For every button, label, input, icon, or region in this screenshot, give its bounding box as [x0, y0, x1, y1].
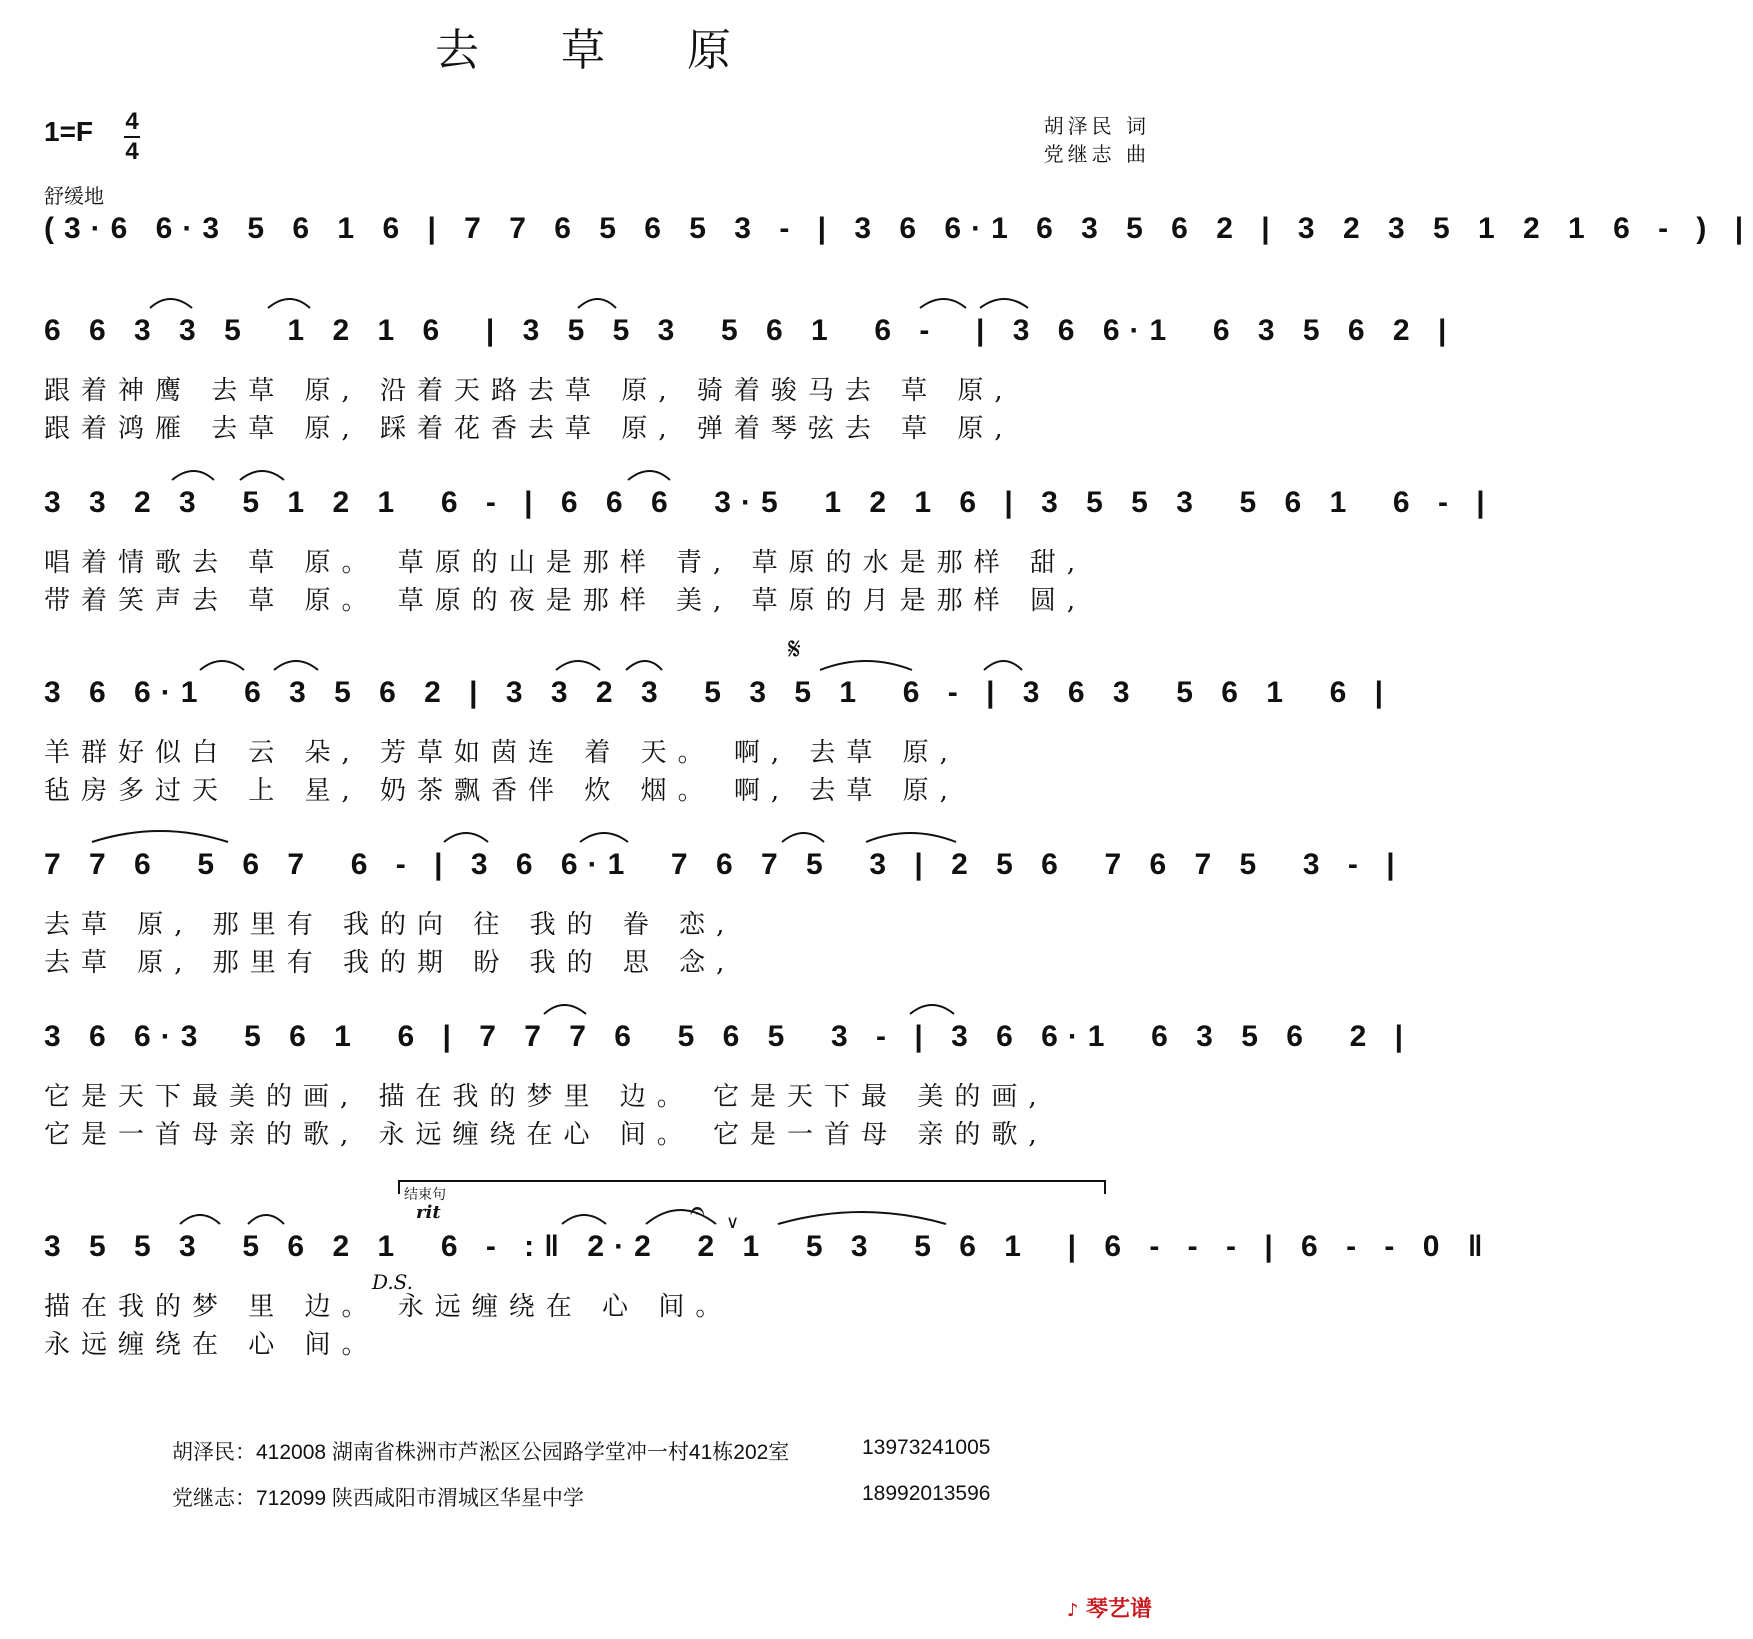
contact-phone: 18992013596	[862, 1482, 991, 1505]
slur	[172, 471, 214, 480]
page-title: 去 草 原	[435, 25, 765, 76]
notation-line: 3 6 6·3 5 6 1 6 | 7 7 7 6 5 6 5 3 - | 3 6 6·1 6 3 5 6 2 |	[44, 1020, 1413, 1053]
notation-line: 3 6 6·1 6 3 5 6 2 | 3 3 2 3 5 3 5 1 6 - | 3 6 3 5 6 1 6 |	[44, 676, 1393, 709]
lyric-verse-2: 永远缠绕在 心 间。	[44, 1330, 379, 1360]
slur	[544, 1005, 586, 1014]
slur	[562, 1215, 606, 1224]
logo-icon: ♪	[1066, 1600, 1079, 1621]
lyric-verse-2: 它是一首母亲的歌, 永远缠绕在心 间。 它是一首母 亲的歌,	[44, 1120, 1048, 1150]
breath-mark: ∨	[726, 1212, 740, 1233]
slur	[910, 1005, 954, 1014]
slur	[580, 833, 628, 842]
lyric-verse-1: 羊群好似白 云 朵, 芳草如茵连 着 天。 啊, 去草 原,	[44, 738, 959, 768]
slur	[200, 661, 244, 670]
slur	[646, 1210, 716, 1224]
slur	[782, 833, 824, 842]
ending-label: 结束句	[404, 1187, 446, 1203]
lyric-verse-2: 去草 原, 那里有 我的期 盼 我的 思 念,	[44, 948, 736, 978]
contact-address: 胡泽民：412008 湖南省株洲市芦淞区公园路学堂冲一村41栋202室	[172, 1441, 790, 1464]
notation-line: (3·6 6·3 5 6 1 6 | 7 7 6 5 6 5 3 - | 3 6 6·1 6 3 5 6 2 | 3 2 3 5 1 2 1 6 - ) |	[44, 212, 1753, 245]
rit-marking: rit	[416, 1202, 441, 1223]
lyric-verse-2: 带着笑声去 草 原。 草原的夜是那样 美, 草原的月是那样 圆,	[44, 586, 1087, 616]
slur	[820, 661, 912, 670]
lyric-verse-2: 毡房多过天 上 星, 奶茶飘香伴 炊 烟。 啊, 去草 原,	[44, 776, 959, 806]
slur	[180, 1215, 220, 1224]
slur	[92, 831, 228, 842]
contact-phone: 13973241005	[862, 1436, 991, 1459]
slur	[274, 661, 318, 670]
composer-credit: 党继志 曲	[1043, 142, 1150, 166]
slur	[578, 299, 616, 308]
slur	[444, 833, 488, 842]
slur	[150, 299, 192, 308]
slur	[628, 471, 670, 480]
time-numerator: 4	[125, 108, 139, 135]
slur	[984, 661, 1022, 670]
slur	[556, 661, 600, 670]
notation-line: 3 3 2 3 5 1 2 1 6 - | 6 6 6 3·5 1 2 1 6 | 3 5 5 3 5 6 1 6 - |	[44, 486, 1495, 519]
lyricist-credit: 胡泽民 词	[1043, 114, 1150, 138]
lyric-verse-1: 去草 原, 那里有 我的向 往 我的 眷 恋,	[44, 910, 736, 940]
lyric-verse-1: 唱着情歌去 草 原。 草原的山是那样 青, 草原的水是那样 甜,	[44, 548, 1087, 578]
key-signature: 1=F	[44, 116, 94, 147]
notation-line: 6 6 3 3 5 1 2 1 6 | 3 5 5 3 5 6 1 6 - | 3 6 6·1 6 3 5 6 2 |	[44, 314, 1457, 347]
lyric-verse-2: 跟着鸿雁 去草 原, 踩着花香去草 原, 弹着琴弦去 草 原,	[44, 414, 1014, 444]
contact-address: 党继志：712099 陕西咸阳市渭城区华星中学	[172, 1487, 584, 1510]
slur	[920, 299, 966, 308]
slur	[980, 299, 1028, 308]
slur	[626, 661, 662, 670]
fermata-sign: 𝄐	[690, 1196, 705, 1226]
segno-sign: 𝄋	[788, 632, 801, 667]
notation-line: 7 7 6 5 6 7 6 - | 3 6 6·1 7 6 7 5 3 | 2 5 6 7 6 7 5 3 - |	[44, 848, 1405, 881]
lyric-verse-1: 描在我的梦 里 边。 永远缠绕在 心 间。	[44, 1292, 733, 1322]
slur	[778, 1212, 946, 1224]
slur	[268, 299, 310, 308]
ds-marking: D.S.	[372, 1270, 414, 1294]
time-denominator: 4	[125, 138, 139, 165]
slur	[866, 833, 956, 842]
lyric-verse-1: 它是天下最美的画, 描在我的梦里 边。 它是天下最 美的画,	[44, 1082, 1048, 1112]
notation-line: 3 5 5 3 5 6 2 1 6 - :‖ 2·2 2 1 5 3 5 6 1 | 6 - - - | 6 - - 0 ‖	[44, 1230, 1493, 1263]
slur	[248, 1215, 284, 1224]
tempo-marking: 舒缓地	[44, 184, 104, 208]
logo-text: 琴艺谱	[1085, 1597, 1152, 1622]
lyric-verse-1: 跟着神鹰 去草 原, 沿着天路去草 原, 骑着骏马去 草 原,	[44, 376, 1014, 406]
slur	[240, 471, 284, 480]
